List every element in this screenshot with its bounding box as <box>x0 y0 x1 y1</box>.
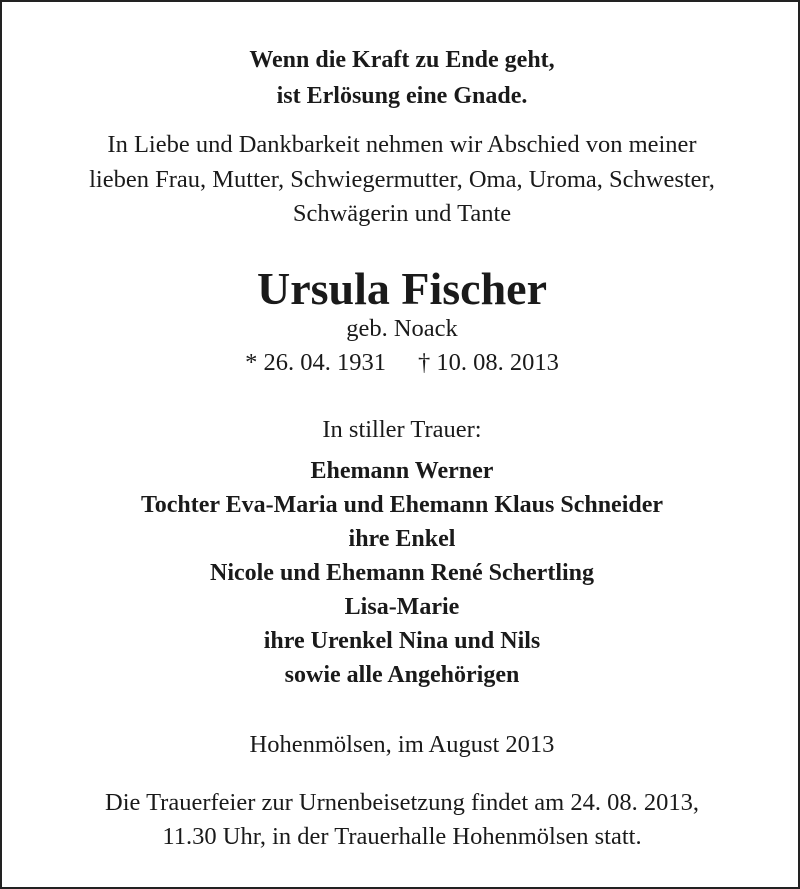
death-date: † 10. 08. 2013 <box>418 349 559 376</box>
place-date: Hohenmölsen, im August 2013 <box>249 731 555 758</box>
intro-line: Schwägerin und Tante <box>292 200 512 227</box>
birth-date: * 26. 04. 1931 <box>245 349 386 376</box>
intro-line: lieben Frau, Mutter, Schwiegermutter, Oma, Uroma, Schwester, <box>89 166 715 193</box>
mourner-line: Ehemann Werner <box>310 458 494 484</box>
intro-line: In Liebe und Dankbarkeit nehmen wir Abschied von meiner <box>107 131 697 158</box>
life-dates <box>2 351 800 376</box>
mourning-heading: In stiller Trauer: <box>322 416 482 443</box>
mourner-line: ihre Urenkel Nina und Nils <box>263 628 541 654</box>
deceased-name: Ursula Fischer <box>256 263 547 314</box>
mourner-line: Nicole und Ehemann René Schertling <box>209 560 595 586</box>
birth-name: geb. Noack <box>346 315 458 342</box>
mourner-line: ihre Enkel <box>348 526 456 552</box>
mourner-line: Tochter Eva-Maria und Ehemann Klaus Schneider <box>140 492 664 518</box>
motto-line: Wenn die Kraft zu Ende geht, <box>249 47 555 73</box>
funeral-info-line: Die Trauerfeier zur Urnenbeisetzung findet am 24. 08. 2013, <box>105 789 699 816</box>
funeral-info-line: 11.30 Uhr, in der Trauerhalle Hohenmölsen statt. <box>162 823 642 850</box>
mourner-line: sowie alle Angehörigen <box>284 662 520 688</box>
mourner-line: Lisa-Marie <box>344 594 460 620</box>
motto-line: ist Erlösung eine Gnade. <box>276 83 528 109</box>
